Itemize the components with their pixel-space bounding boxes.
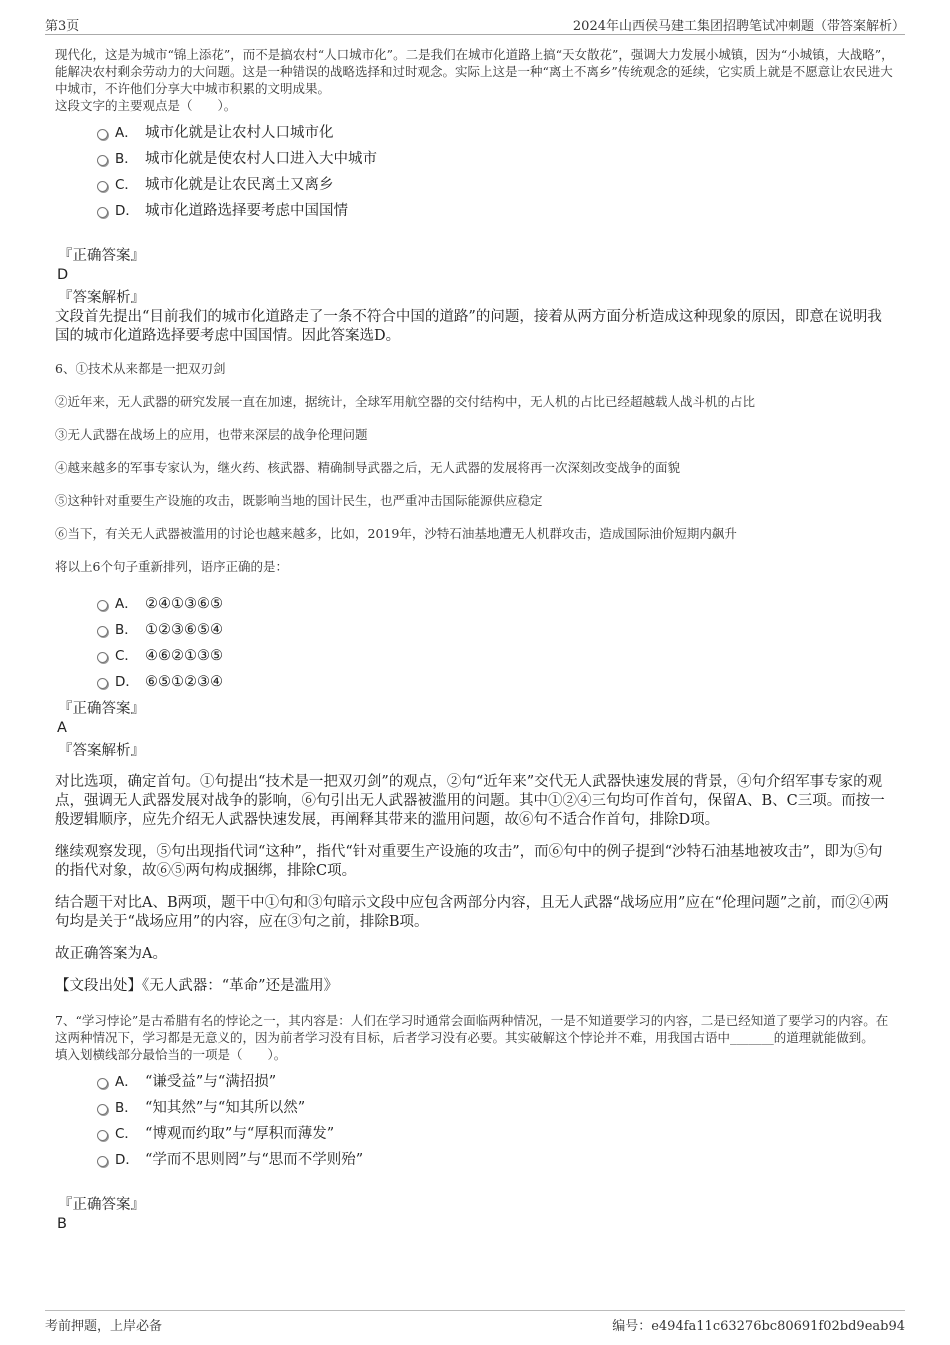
answer-value: D — [57, 267, 69, 283]
radio-button[interactable] — [97, 1130, 108, 1141]
answer-value: A — [57, 720, 67, 736]
sentence-line: ③无人武器在战场上的应用，也带来深层的战争伦理问题 — [55, 427, 368, 442]
page-footer — [45, 1310, 905, 1337]
sentence-line: ⑥当下，有关无人武器被滥用的讨论也越来越多，比如，2019年，沙特石油基地遭无人机群攻击，造成国际油价短期内飙升 — [55, 526, 737, 541]
option-d[interactable]: D． ⑥⑤①②③④ — [95, 669, 895, 695]
radio-button[interactable] — [97, 181, 108, 192]
sentence-line: 6、①技术从来都是一把双刃剑 — [55, 361, 226, 376]
question-5-options — [95, 120, 895, 224]
radio-button[interactable] — [97, 652, 108, 663]
option-b[interactable]: B． “知其然”与“知其所以然” — [95, 1095, 895, 1121]
source-citation: 【文段出处】《无人武器：“革命”还是滥用》 — [55, 978, 339, 994]
sentence-line: ⑤这种针对重要生产设施的攻击，既影响当地的国计民生，也严重冲击国际能源供应稳定 — [55, 493, 543, 508]
radio-button[interactable] — [97, 626, 108, 637]
radio-button[interactable] — [97, 155, 108, 166]
radio-button[interactable] — [97, 207, 108, 218]
analysis-paragraph: 对比选项，确定首句。①句提出“技术是一把双刃剑”的观点，②句“近年来”交代无人武器快速发展的背景，④句介绍军事专家的观点，强调无人武器发展对战争的影响，⑥句引出无人武器被滥用的问题。其中①②④三句均可作首句，保留A、B、C三项。而按一般逻辑顺序，应先介绍无人武器快速发展，再阐释其带来的滥用问题，故⑥句不适合作首句，排除D项。 — [55, 774, 885, 828]
analysis-label: 『答案解析』 — [58, 290, 145, 306]
analysis-label: 『答案解析』 — [58, 743, 145, 759]
radio-button[interactable] — [97, 1104, 108, 1115]
radio-button[interactable] — [97, 678, 108, 689]
answer-label: 『正确答案』 — [58, 701, 145, 717]
analysis-paragraph: 继续观察发现，⑤句出现指代词“这种”，指代“针对重要生产设施的攻击”，而⑥句中的例子提到“沙特石油基地被攻击”，即为⑤句的指代对象，故⑥⑤两句构成捆绑，排除C项。 — [55, 844, 883, 879]
document-title: 2024年山西侯马建工集团招聘笔试冲刺题（带答案解析） — [572, 19, 905, 34]
option-a[interactable]: A． 城市化就是让农村人口城市化 — [95, 120, 895, 146]
option-c[interactable]: C． ④⑥②①③⑤ — [95, 643, 895, 669]
analysis-paragraph: 结合题干对比A、B两项，题干中①句和③句暗示文段中应包含两部分内容，且无人武器“战场应用”应在“伦理问题”之前，而②④两句均是关于“战场应用”的内容，应在③句之前，排除B项。 — [55, 895, 889, 930]
sentence-line: ④越来越多的军事专家认为，继火药、核武器、精确制导武器之后，无人武器的发展将再一次深刻改变战争的面貌 — [55, 460, 681, 475]
analysis-text: 文段首先提出“目前我们的城市化道路走了一条不符合中国的道路”的问题，接着从两方面分析造成这种现象的原因，即意在说明我国的城市化道路选择要考虑中国国情。因此答案选D。 — [55, 309, 882, 344]
page-header — [45, 12, 905, 35]
question-5-prompt: 这段文字的主要观点是（ ）。 — [55, 98, 237, 113]
radio-button[interactable] — [97, 1078, 108, 1089]
question-6-options — [95, 591, 895, 695]
answer-value: B — [57, 1216, 67, 1232]
page-number: 第3页 — [45, 19, 80, 34]
answer-label: 『正确答案』 — [58, 248, 145, 264]
page-content — [55, 46, 895, 1233]
option-c[interactable]: C． “博观而约取”与“厚积而薄发” — [95, 1121, 895, 1147]
analysis-paragraph: 故正确答案为A。 — [55, 946, 167, 962]
question-6 — [55, 360, 895, 996]
document-id: 编号：e494fa11c63276bc80691f02bd9eab94 — [612, 1319, 905, 1334]
answer-label: 『正确答案』 — [58, 1197, 145, 1213]
question-7-options — [95, 1069, 895, 1173]
option-b[interactable]: B． 城市化就是使农村人口进入大中城市 — [95, 146, 895, 172]
question-6-prompt: 将以上6个句子重新排列，语序正确的是： — [55, 559, 288, 574]
footer-slogan: 考前押题，上岸必备 — [45, 1319, 163, 1334]
option-b[interactable]: B． ①②③⑥⑤④ — [95, 617, 895, 643]
option-a[interactable]: A． ②④①③⑥⑤ — [95, 591, 895, 617]
radio-button[interactable] — [97, 600, 108, 611]
question-7 — [55, 1012, 895, 1233]
option-d[interactable]: D． 城市化道路选择要考虑中国国情 — [95, 198, 895, 224]
question-7-prompt: 填入划横线部分最恰当的一项是（ ）。 — [55, 1047, 287, 1062]
radio-button[interactable] — [97, 1156, 108, 1167]
question-7-passage: 7、“学习悖论”是古希腊有名的悖论之一，其内容是：人们在学习时通常会面临两种情况，一是不知道要学习的内容，二是已经知道了要学习的内容。在这两种情况下，学习都是无意义的，因为前者学习没有目标，后者学习没有必要。其实破解这个悖论并不难，用我国古语中_______的道理就能做到。 — [55, 1013, 889, 1045]
question-5 — [55, 46, 895, 346]
sentence-line: ②近年来，无人武器的研究发展一直在加速，据统计，全球军用航空器的交付结构中，无人机的占比已经超越载人战斗机的占比 — [55, 394, 756, 409]
option-a[interactable]: A． “谦受益”与“满招损” — [95, 1069, 895, 1095]
option-d[interactable]: D． “学而不思则罔”与“思而不学则殆” — [95, 1147, 895, 1173]
option-c[interactable]: C． 城市化就是让农民离土又离乡 — [95, 172, 895, 198]
question-5-passage: 现代化，这是为城市“锦上添花”，而不是搞农村“人口城市化”。二是我们在城市化道路上搞“天女散花”，强调大力发展小城镇，因为“小城镇，大战略”，能解决农村剩余劳动力的大问题。这是一种错误的战略选择和过时观念。实际上这是一种“离土不离乡”传统观念的延续，它实质上就是不愿意让农民进大中城市，不许他们分享大中城市积累的文明成果。 — [55, 47, 894, 96]
radio-button[interactable] — [97, 129, 108, 140]
